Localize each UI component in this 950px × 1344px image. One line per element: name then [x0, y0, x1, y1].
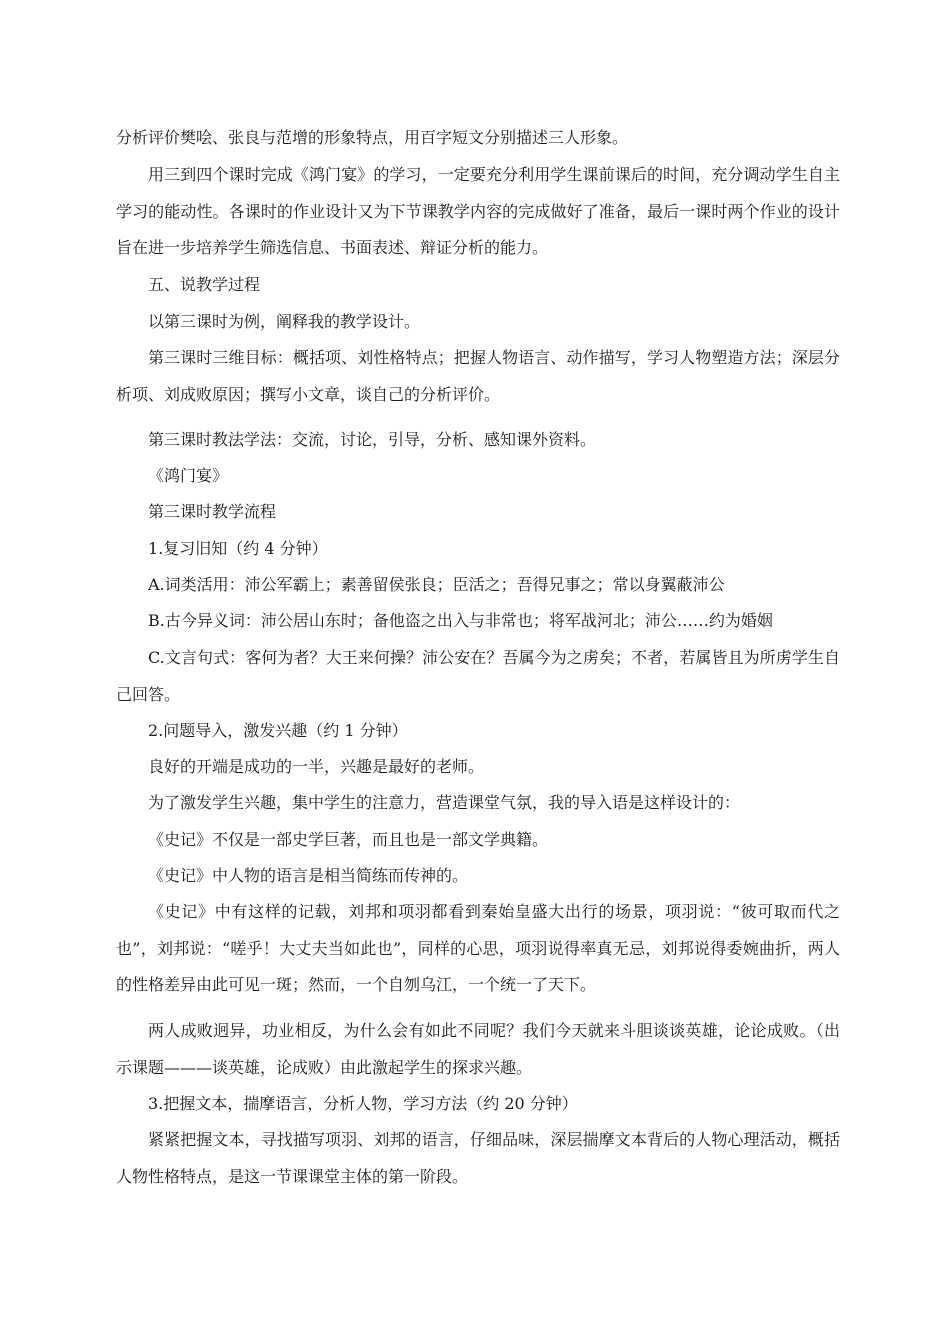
item-sentence-patterns: C.文言句式：客何为者？大王来何操？沛公安在？吾属今为之虏矣；不者，若属皆且为所虏学生自己回答。: [116, 648, 840, 704]
paragraph-lesson-arrangement: 用三到四个课时完成《鸿门宴》的学习，一定要充分利用学生课前课后的时间，充分调动学生自主学习的能动性。各课时的作业设计又为下节课教学内容的完成做好了准备，最后一课时两个作业的设计旨在进一步培养学生筛选信息、书面表述、辩证分析的能力。: [116, 165, 840, 257]
paragraph-shiji-masterpiece: 《史记》不仅是一部史学巨著，而且也是一部文学典籍。: [148, 830, 549, 849]
step-review-old-knowledge: 1.复习旧知（约 4 分钟）: [148, 539, 328, 558]
heading-teaching-flow: 第三课时教学流程: [148, 502, 277, 521]
paragraph-shiji-language: 《史记》中人物的语言是相当简练而传神的。: [148, 866, 469, 885]
paragraph-example-intro: 以第三课时为例，阐释我的教学设计。: [148, 312, 421, 331]
paragraph-shiji-record: 《史记》中有这样的记载，刘邦和项羽都看到秦始皇盛大出行的场景，项羽说：“彼可取而代之也”，刘邦说：“嗟乎！大丈夫当如此也”，同样的心思，项羽说得率真无忌，刘邦说得委婉曲折，两人的性格差异由此可见一斑；然而，一个自刎乌江，一个统一了天下。: [116, 902, 840, 994]
paragraph-three-dimensional-goals: 第三课时三维目标：概括项、刘性格特点；把握人物语言、动作描写，学习人物塑造方法；深层分析项、刘成败原因；撰写小文章，谈自己的分析评价。: [116, 348, 840, 404]
paragraph-intro-design: 为了激发学生兴趣，集中学生的注意力，营造课堂气氛，我的导入语是这样设计的：: [148, 793, 741, 812]
paragraph-teaching-methods: 第三课时教法学法：交流，讨论，引导，分析、感知课外资料。: [148, 430, 597, 449]
text-title-hongmenyan: 《鸿门宴》: [148, 466, 229, 485]
paragraph-good-start: 良好的开端是成功的一半，兴趣是最好的老师。: [148, 757, 485, 776]
paragraph-grasp-text-detail: 紧紧把握文本，寻找描写项羽、刘邦的语言，仔细品味，深层揣摩文本背后的人物心理活动，概括人物性格特点，是这一节课课堂主体的第一阶段。: [116, 1130, 840, 1186]
item-ancient-modern-words: B.古今异义词：沛公居山东时；备他盗之出入与非常也；将军战河北；沛公……约为婚姻: [148, 611, 773, 630]
paragraph-character-analysis: 分析评价樊哙、张良与范增的形象特点，用百字短文分别描述三人形象。: [116, 128, 629, 147]
paragraph-success-failure: 两人成败迥异，功业相反，为什么会有如此不同呢？我们今天就来斗胆谈谈英雄，论论成败。（出示课题———谈英雄，论成败）由此激起学生的探求兴趣。: [116, 1021, 840, 1077]
item-word-class-usage: A.词类活用：沛公军霸上；素善留侯张良；臣活之；吾得兄事之；常以身翼蔽沛公: [148, 575, 725, 594]
step-question-introduction: 2.问题导入，激发兴趣（约 1 分钟）: [148, 721, 408, 740]
step-grasp-text: 3.把握文本，揣摩语言，分析人物，学习方法（约 20 分钟）: [148, 1094, 578, 1113]
section-heading-teaching-process: 五、说教学过程: [148, 275, 261, 294]
